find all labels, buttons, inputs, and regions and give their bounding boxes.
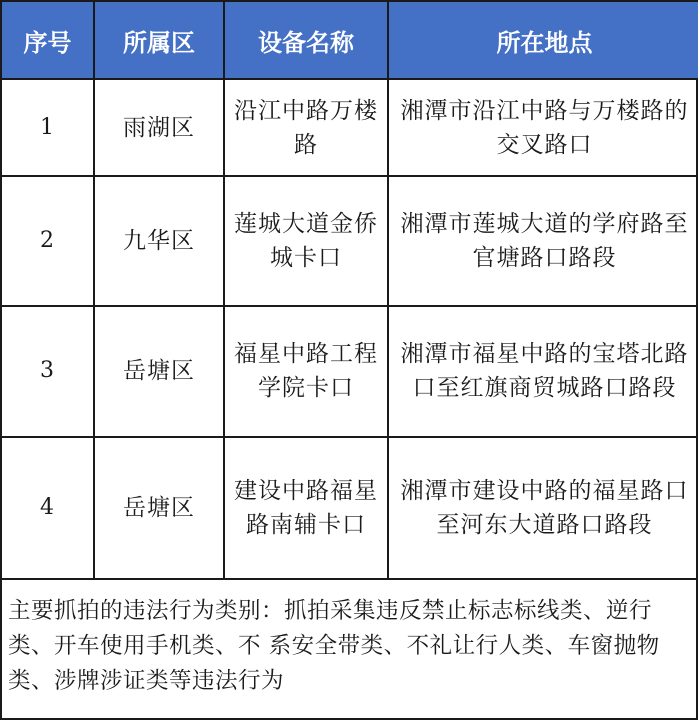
row-serial-number: 4 <box>2 437 94 579</box>
row-device-name: 建设中路福星路南辅卡口 <box>224 437 388 579</box>
table-row <box>2 306 698 438</box>
row-serial-number: 2 <box>2 176 94 306</box>
violation-camera-table <box>2 2 698 580</box>
row-district: 九华区 <box>94 176 224 306</box>
table-header-row <box>2 2 698 79</box>
header-location: 所在地点 <box>388 2 698 79</box>
row-district: 岳塘区 <box>94 306 224 438</box>
table-row <box>2 176 698 306</box>
row-device-name: 莲城大道金侨城卡口 <box>224 176 388 306</box>
header-device-name: 设备名称 <box>224 2 388 79</box>
header-district: 所属区 <box>94 2 224 79</box>
row-serial-number: 1 <box>2 79 94 176</box>
row-district: 雨湖区 <box>94 79 224 176</box>
row-location: 湘潭市莲城大道的学府路至官塘路口路段 <box>388 176 698 306</box>
row-location: 湘潭市福星中路的宝塔北路口至红旗商贸城路口路段 <box>388 306 698 438</box>
header-serial-number: 序号 <box>2 2 94 79</box>
table-row <box>2 79 698 176</box>
row-location: 湘潭市建设中路的福星路口至河东大道路口路段 <box>388 437 698 579</box>
row-district: 岳塘区 <box>94 437 224 579</box>
row-location: 湘潭市沿江中路与万楼路的交叉路口 <box>388 79 698 176</box>
violation-types-note: 主要抓拍的违法行为类别：抓拍采集违反禁止标志标线类、逆行类、开车使用手机类、不 系安全带类、不礼让行人类、车窗抛物类、涉牌涉证类等违法行为 <box>8 598 660 694</box>
row-device-name: 福星中路工程学院卡口 <box>224 306 388 438</box>
row-serial-number: 3 <box>2 306 94 438</box>
row-device-name: 沿江中路万楼路 <box>224 79 388 176</box>
table-row <box>2 437 698 579</box>
